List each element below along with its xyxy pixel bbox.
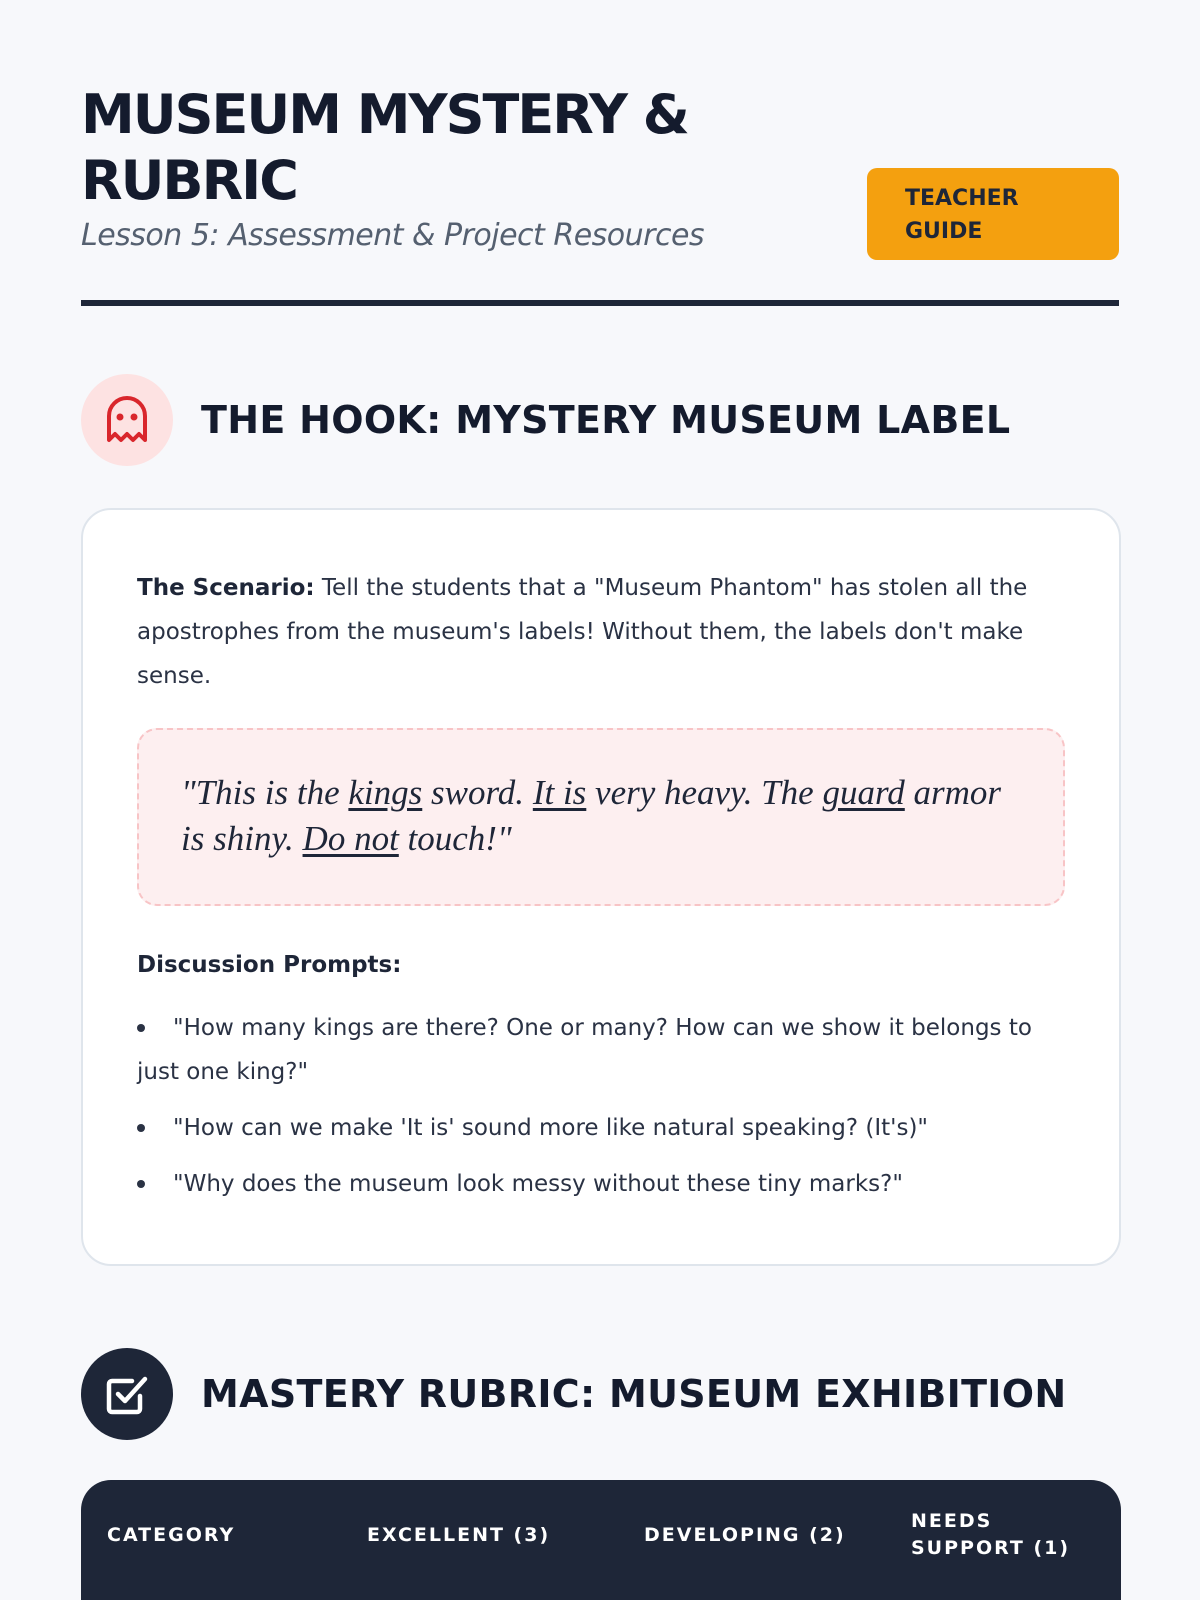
- label-text-part: armor is shiny.: [181, 773, 1002, 858]
- list-item: "How can we make 'It is' sound more like natural speaking? (It's)": [137, 1106, 1065, 1150]
- ghost-icon: [81, 374, 173, 466]
- prompts-list: [137, 1006, 1065, 1206]
- column-header-needs-support: NEEDS SUPPORT (1): [911, 1510, 1071, 1559]
- page-subtitle: Lesson 5: Assessment & Project Resources: [81, 218, 705, 253]
- label-text-part: very heavy. The: [586, 773, 823, 812]
- rubric-section-header: [81, 1348, 1066, 1440]
- underlined-word-guard: guard: [822, 773, 905, 812]
- label-text-part: "This is the: [181, 773, 349, 812]
- underlined-word-kings: kings: [348, 773, 423, 812]
- hook-section-header: [81, 374, 1010, 466]
- page-header: [81, 0, 1119, 306]
- label-text-part: touch!": [398, 819, 512, 858]
- rubric-table-header: [81, 1480, 1121, 1600]
- column-header-developing: DEVELOPING (2): [644, 1523, 846, 1546]
- scenario-text: Tell the students that a "Museum Phantom" has stolen all the apostrophes from the museum's labels! Without them, the labels don't make sense.: [137, 575, 1028, 689]
- hook-section-title: THE HOOK: MYSTERY MUSEUM LABEL: [201, 398, 1011, 442]
- label-text-part: sword.: [422, 773, 533, 812]
- teacher-guide-badge: [867, 168, 1119, 260]
- list-item: "How many kings are there? One or many? How can we show it belongs to just one king?": [137, 1006, 1065, 1094]
- hook-card: [81, 508, 1121, 1266]
- scenario-label: The Scenario:: [137, 575, 315, 601]
- checkbox-icon: [81, 1348, 173, 1440]
- mystery-label-box: [137, 728, 1065, 906]
- rubric-section-title: MASTERY RUBRIC: MUSEUM EXHIBITION: [201, 1372, 1067, 1416]
- badge-line-2: GUIDE: [905, 219, 983, 244]
- underlined-word-it-is: It is: [532, 773, 587, 812]
- list-item: "Why does the museum look messy without these tiny marks?": [137, 1162, 1065, 1206]
- page-title: MUSEUM MYSTERY & RUBRIC: [81, 83, 688, 212]
- prompts-title: Discussion Prompts:: [137, 952, 402, 978]
- underlined-word-do-not: Do not: [302, 819, 399, 858]
- column-header-category: CATEGORY: [107, 1523, 236, 1546]
- badge-line-1: TEACHER: [905, 186, 1019, 211]
- column-header-excellent: EXCELLENT (3): [367, 1523, 551, 1546]
- scenario-paragraph: [137, 566, 1065, 698]
